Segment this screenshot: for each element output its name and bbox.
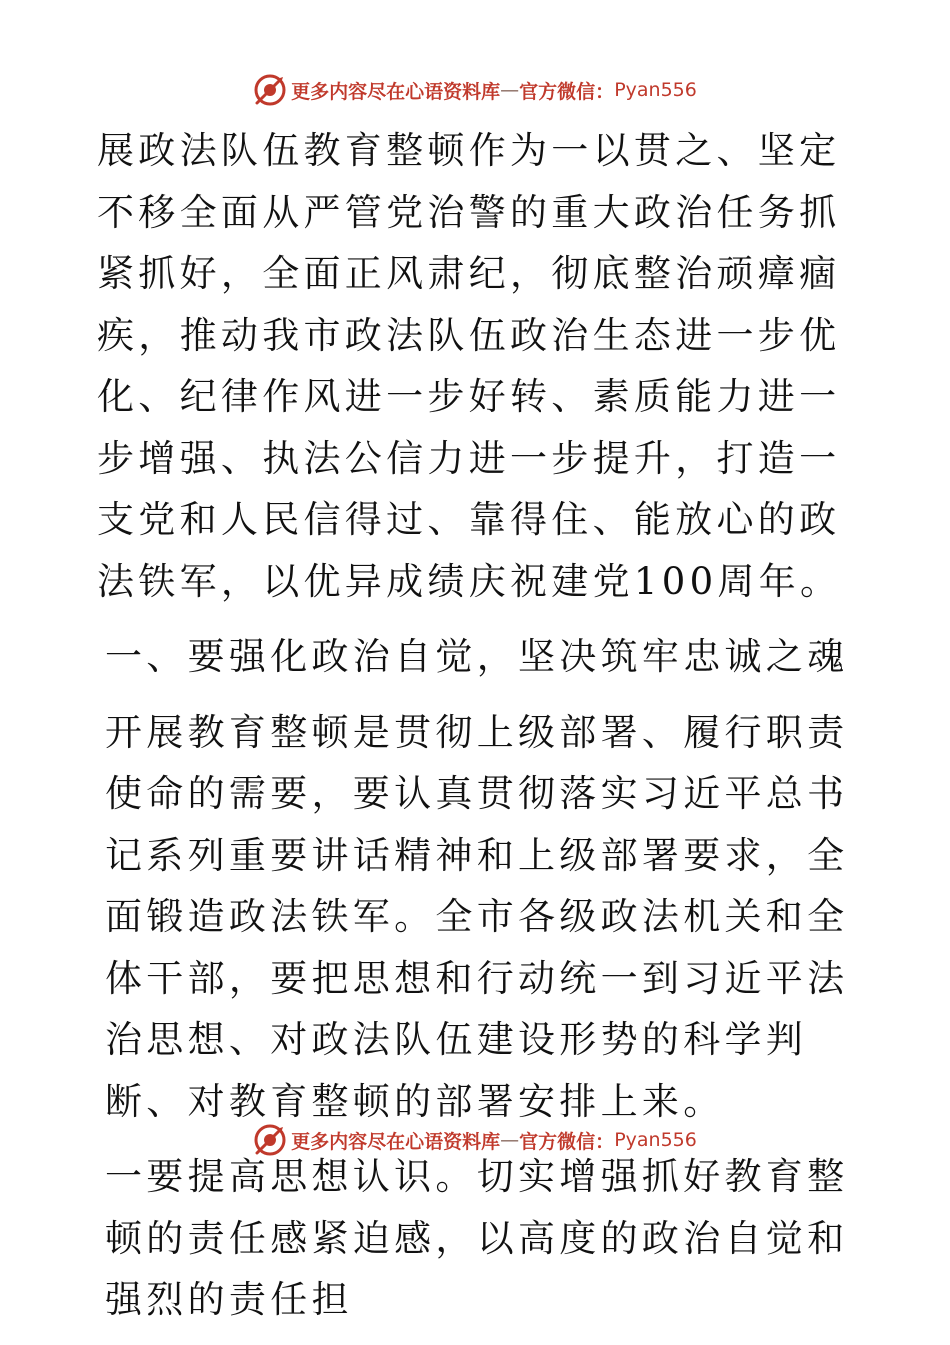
watermark-wechat-id: Pyan556 (614, 79, 697, 101)
paragraph: 开展教育整顿是贯彻上级部署、履行职责使命的需要，要认真贯彻落实习近平总书记系列重要讲话精神和上级部署要求，全面锻造政法铁军。全市各级政法机关和全体干部，要把思想和行动统一到习近平法治思想、对政法队伍建设形势的科学判断、对教育整顿的部署安排上来。 (105, 710, 849, 1123)
watermark-title: 更多内容尽在心语资料库 (291, 80, 501, 103)
brand-logo-icon (253, 1123, 287, 1157)
watermark-title: 更多内容尽在心语资料库 (291, 1130, 501, 1153)
watermark-footer (0, 1120, 950, 1160)
watermark-wechat-id: Pyan556 (614, 1129, 697, 1151)
watermark-label: 官方微信： (519, 1130, 615, 1153)
paragraph-continued: 展政法队伍教育整顿作为一以贯之、坚定不移全面从严管党治警的重大政治任务抓紧抓好，全面正风肃纪，彻底整治顽瘴痼疾，推动我市政法队伍政治生态进一步优化、纪律作风进一步好转、素质能力进一步增强、执法公信力进一步提升，打造一支党和人民信得过、靠得住、能放心的政法铁军，以优异成绩庆祝建党100周年。 (97, 129, 842, 603)
document-body (97, 120, 857, 1345)
paragraph: 一要提高思想认识。切实增强抓好教育整顿的责任感紧迫感，以高度的政治自觉和强烈的责任担 (105, 1155, 849, 1321)
watermark-dash: — (500, 1129, 520, 1151)
section-heading: 一、要强化政治自觉，坚决筑牢忠诚之魂 (105, 635, 849, 678)
watermark-dash: — (500, 79, 520, 101)
brand-logo-icon (253, 73, 287, 107)
watermark-label: 官方微信： (519, 80, 615, 103)
watermark-header (0, 70, 950, 110)
